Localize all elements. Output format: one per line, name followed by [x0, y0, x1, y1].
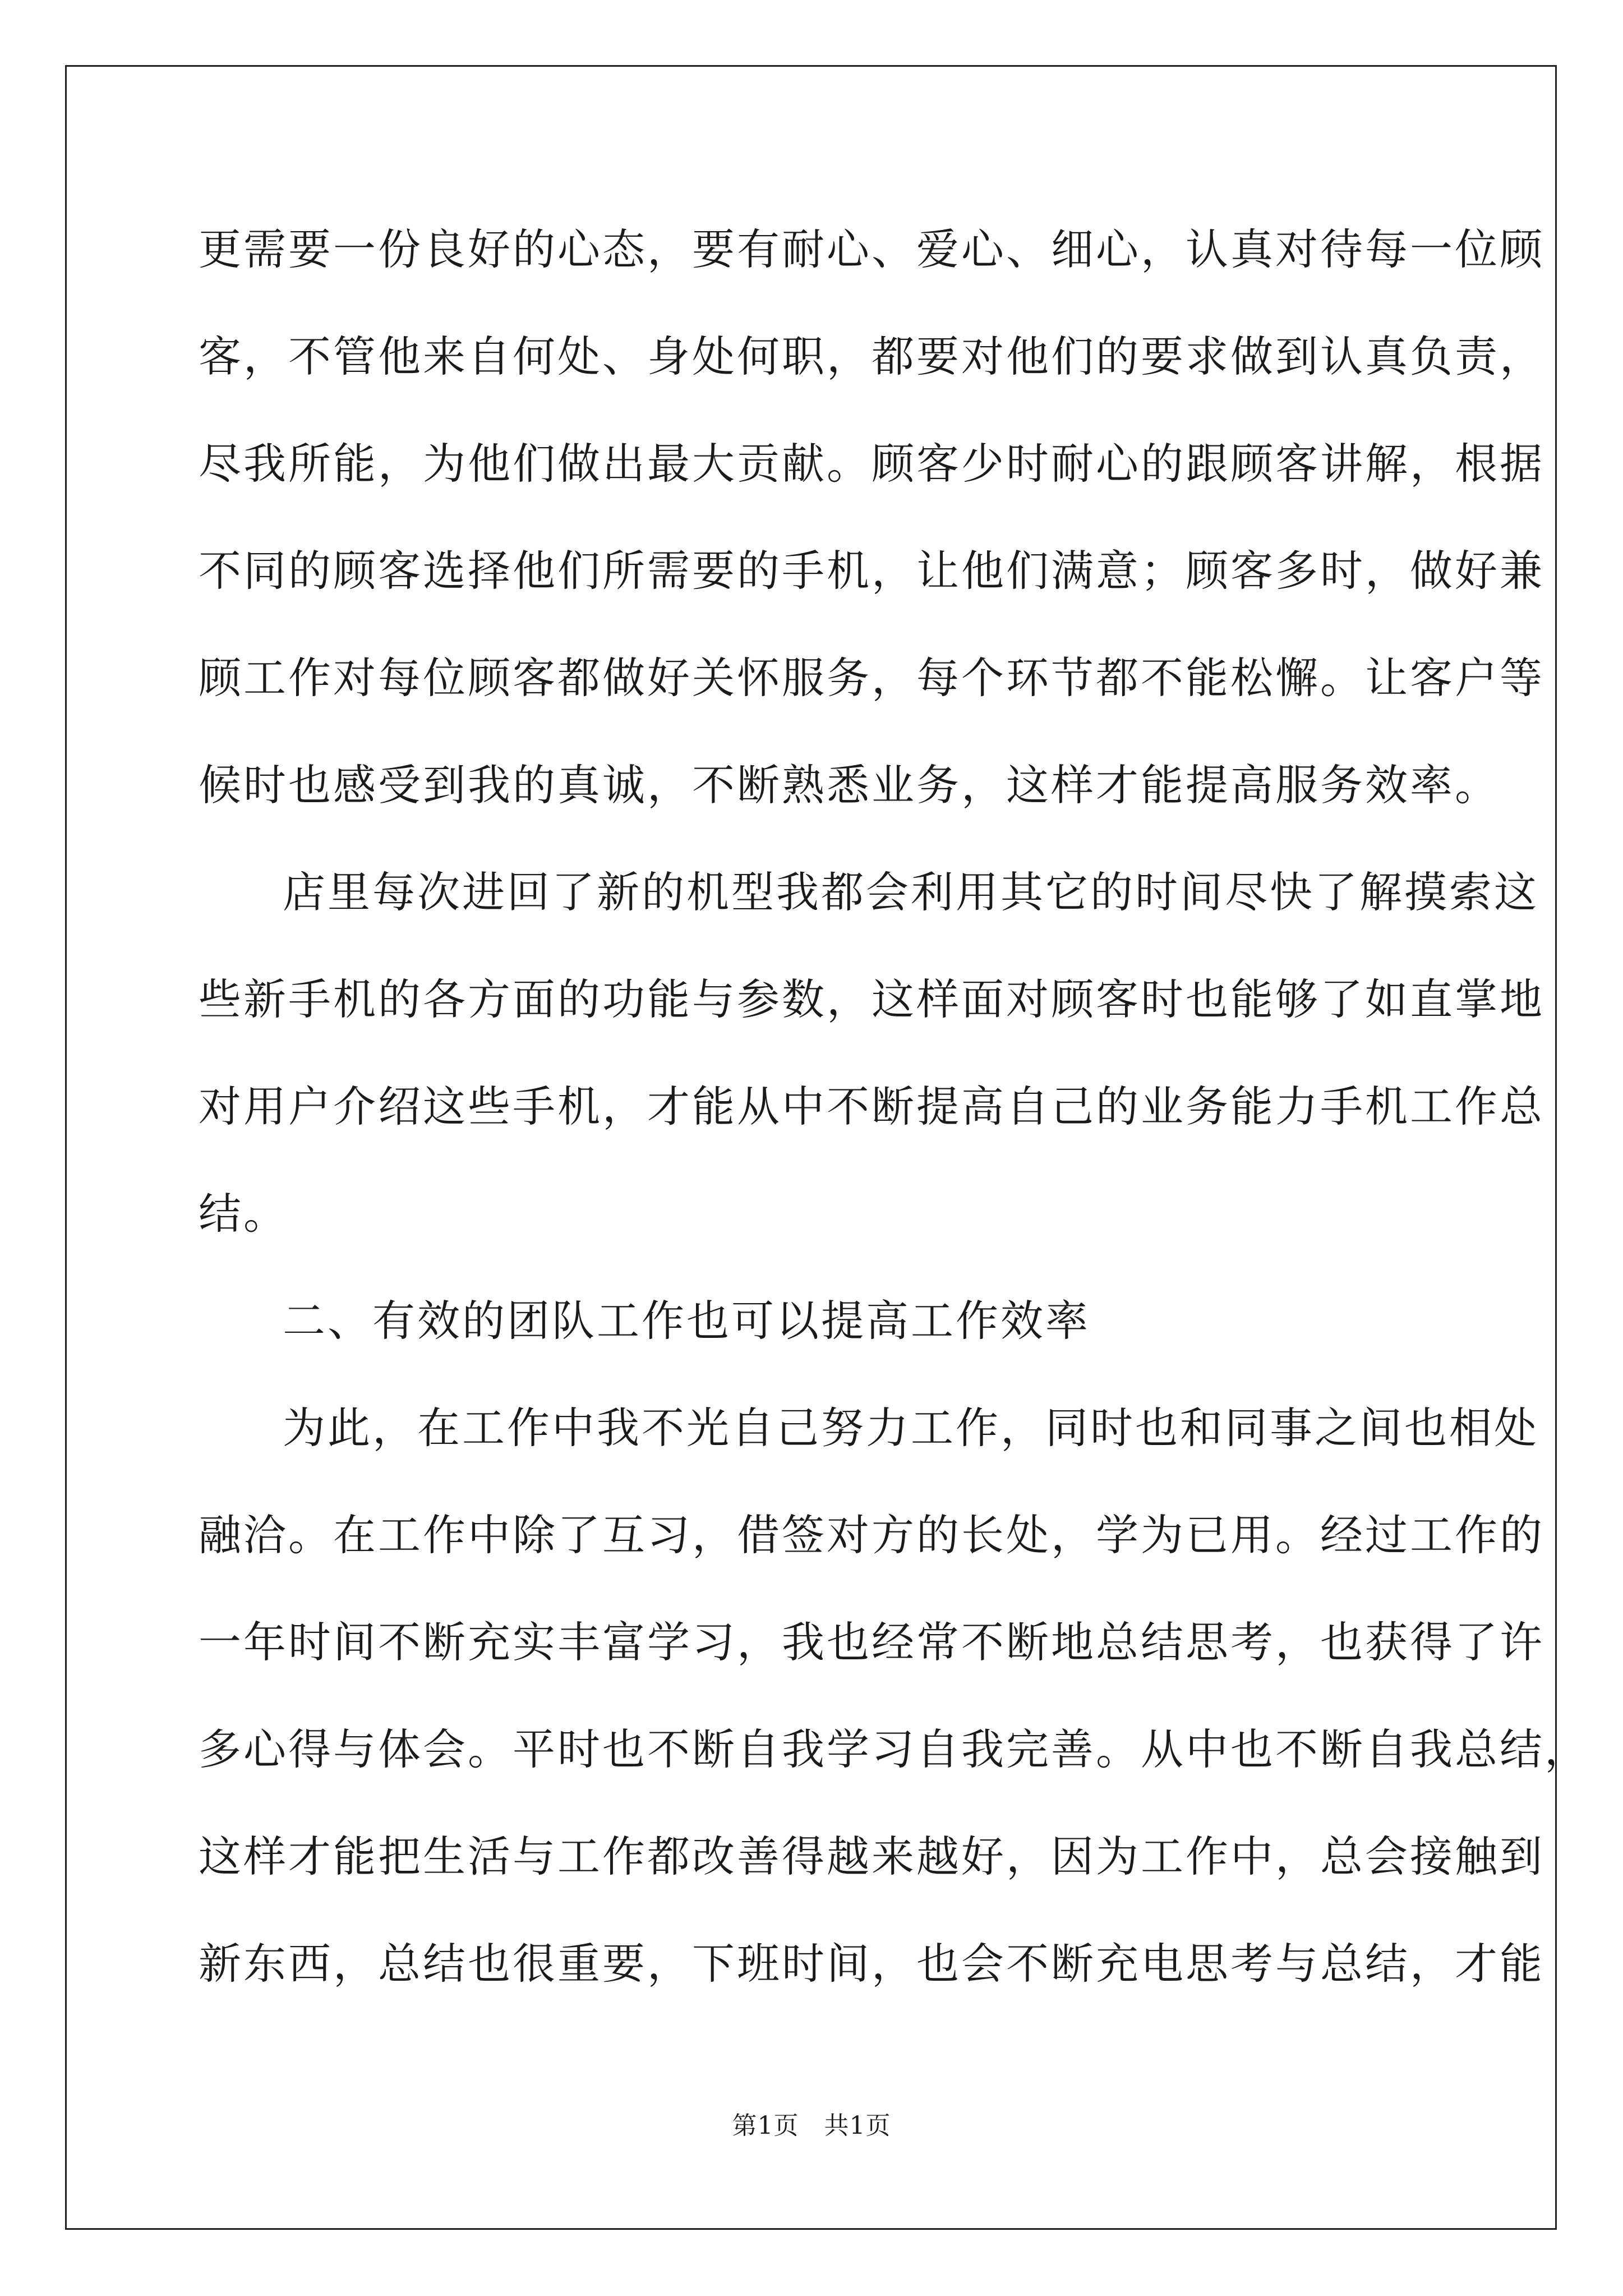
- text-line: 对用户介绍这些手机，才能从中不断提高自己的业务能力手机工作总: [199, 1082, 1544, 1131]
- text-line: 新东西，总结也很重要，下班时间，也会不断充电思考与总结，才能: [199, 1939, 1544, 1989]
- paragraph-first-line: 为此，在工作中我不光自己努力工作，同时也和同事之间也相处: [283, 1403, 1539, 1453]
- text-line: 一年时间不断充实丰富学习，我也经常不断地总结思考，也获得了许: [199, 1617, 1544, 1667]
- text-line: 融洽。在工作中除了互习，借签对方的长处，学为已用。经过工作的: [199, 1510, 1544, 1560]
- text-line: 尽我所能，为他们做出最大贡献。顾客少时耐心的跟顾客讲解，根据: [199, 439, 1544, 489]
- text-line: 些新手机的各方面的功能与参数，这样面对顾客时也能够了如直掌地: [199, 974, 1544, 1024]
- page-footer: 第1页 共1页: [732, 2111, 891, 2140]
- text-line: 多心得与体会。平时也不断自我学习自我完善。从中也不断自我总结，: [199, 1724, 1589, 1774]
- section-heading: 二、有效的团队工作也可以提高工作效率: [283, 1296, 1090, 1346]
- paragraph-first-line: 店里每次进回了新的机型我都会利用其它的时间尽快了解摸索这: [283, 867, 1539, 917]
- page-border: [65, 65, 1557, 2230]
- text-line: 这样才能把生活与工作都改善得越来越好，因为工作中，总会接触到: [199, 1832, 1544, 1881]
- text-line: 不同的顾客选择他们所需要的手机，让他们满意；顾客多时，做好兼: [199, 546, 1544, 596]
- text-line: 候时也感受到我的真诚，不断熟悉业务，这样才能提高服务效率。: [199, 760, 1500, 810]
- text-line: 结。: [199, 1189, 288, 1239]
- text-line: 更需要一份良好的心态，要有耐心、爱心、细心，认真对待每一位顾: [199, 224, 1544, 274]
- text-line: 顾工作对每位顾客都做好关怀服务，每个环节都不能松懈。让客户等: [199, 653, 1544, 703]
- text-line: 客，不管他来自何处、身处何职，都要对他们的要求做到认真负责，: [199, 332, 1544, 381]
